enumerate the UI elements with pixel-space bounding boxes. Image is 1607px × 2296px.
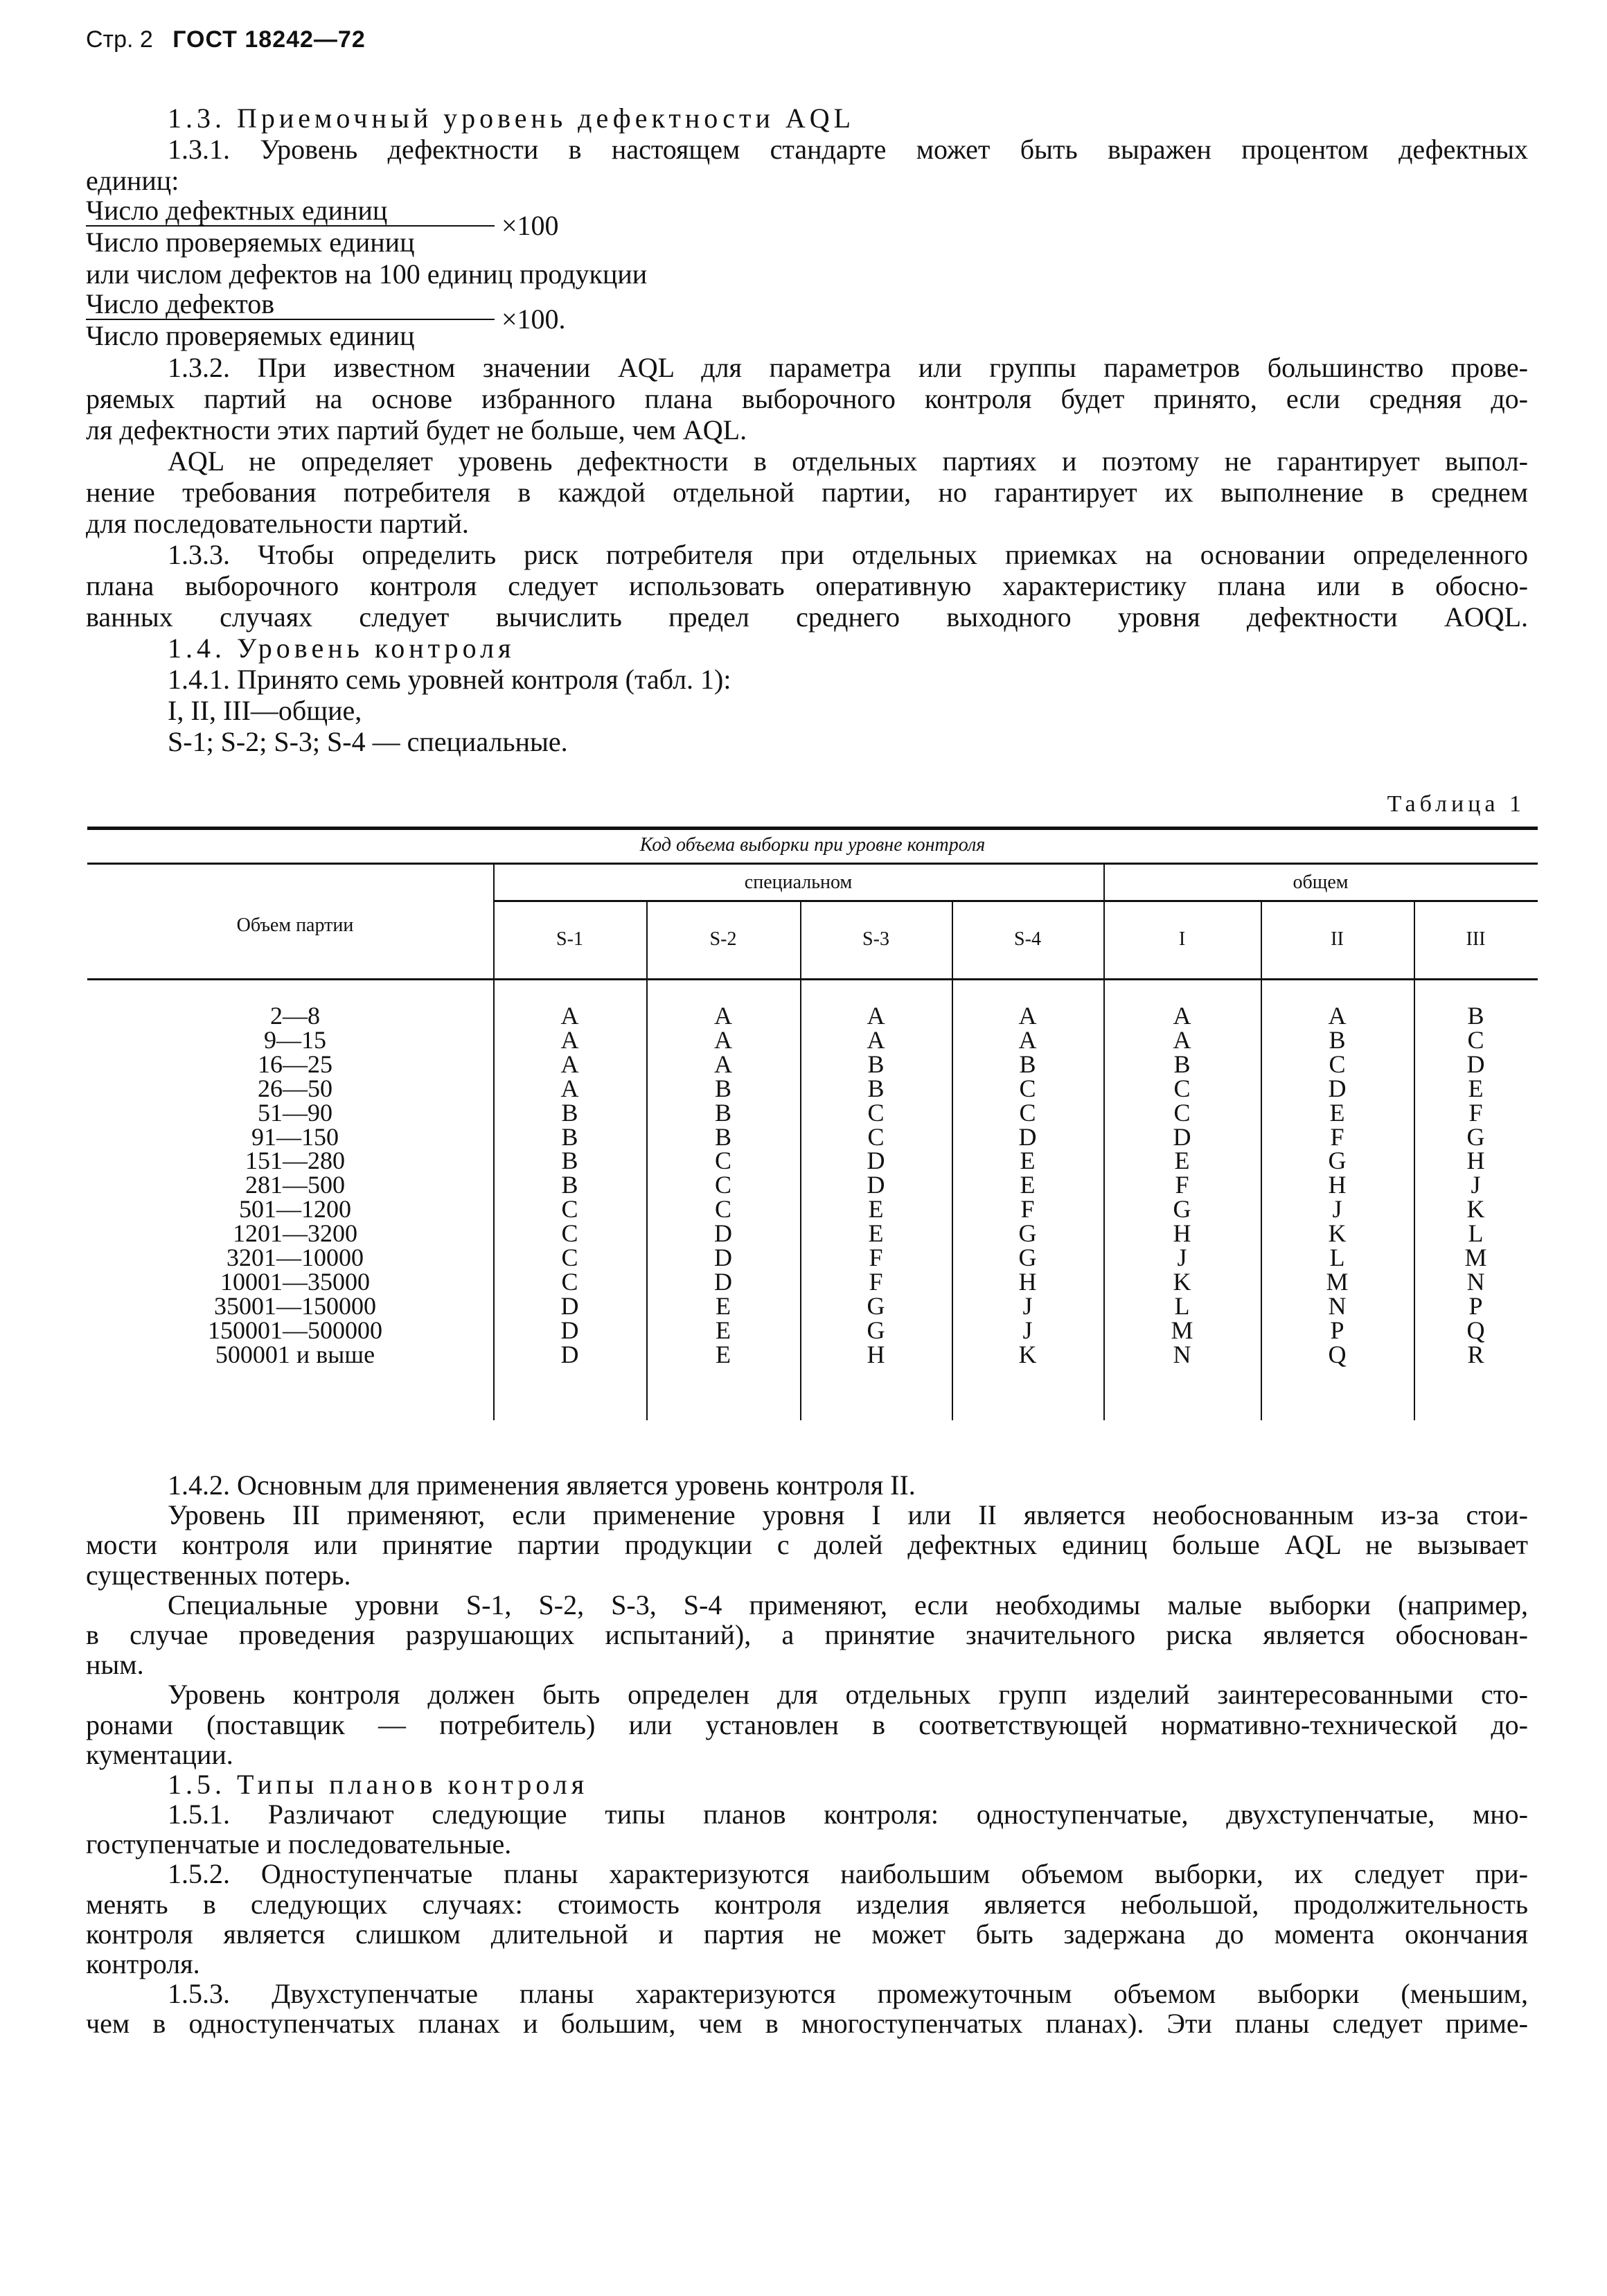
sample-code-cell: C bbox=[561, 1267, 578, 1296]
sample-code-cell: M bbox=[1464, 1244, 1487, 1271]
sample-code-cell: H bbox=[1018, 1267, 1037, 1296]
sample-code-cell: B bbox=[714, 1098, 731, 1127]
sample-code-cell: D bbox=[560, 1291, 579, 1320]
sample-code-cell: A bbox=[1173, 1025, 1191, 1054]
paragraph-line: менять в следующих случаях: стоимость контроля изделия является небольшой, продолжительность bbox=[86, 1888, 1528, 1920]
sample-code-cell: G bbox=[1173, 1195, 1191, 1224]
sample-code-cell: Q bbox=[1466, 1316, 1485, 1344]
paragraph-line: 1.4.1. Принято семь уровней контроля (табл. 1): bbox=[168, 664, 731, 695]
table-rule bbox=[87, 863, 1538, 865]
sample-code-cell: J bbox=[1022, 1316, 1033, 1344]
sample-code-cell: C bbox=[867, 1122, 885, 1151]
sample-code-cell: A bbox=[1018, 1025, 1037, 1054]
sample-code-cell: K bbox=[1328, 1219, 1347, 1248]
lot-size-cell: 1201—3200 bbox=[233, 1219, 357, 1248]
paragraph-line: единиц: bbox=[86, 165, 179, 196]
paragraph-line: в случае проведения разрушающих испытаний), а принятие значительного риска является обоснован- bbox=[86, 1618, 1528, 1650]
sample-code-cell: E bbox=[1020, 1147, 1036, 1175]
sample-code-cell: J bbox=[1022, 1291, 1033, 1320]
sample-code-cell: A bbox=[1018, 1002, 1037, 1030]
sample-code-cell: G bbox=[867, 1316, 885, 1344]
sample-code-cell: B bbox=[714, 1122, 731, 1151]
sample-code-cell: D bbox=[1173, 1122, 1191, 1151]
formula-denominator: Число проверяемых единиц bbox=[86, 227, 415, 258]
formula-defective-percent bbox=[86, 196, 1528, 258]
sample-code-cell: C bbox=[1329, 1050, 1346, 1078]
sample-code-cell: J bbox=[1177, 1244, 1187, 1271]
column-header: S-2 bbox=[709, 928, 737, 950]
sample-code-cell: F bbox=[1468, 1098, 1483, 1127]
sample-code-cell: G bbox=[1018, 1244, 1037, 1271]
sample-code-cell: K bbox=[1173, 1267, 1191, 1296]
sample-code-cell: B bbox=[561, 1122, 578, 1151]
lot-size-cell: 2—8 bbox=[270, 1002, 320, 1030]
sample-code-cell: B bbox=[1467, 1002, 1484, 1030]
sample-code-cell: H bbox=[867, 1340, 885, 1368]
paragraph-line: AQL не определяет уровень дефектности в отдельных партиях и поэтому не гарантирует выпол- bbox=[168, 445, 1528, 477]
paragraph-line: плана выборочного контроля следует использовать оперативную характеристику плана или в обосно- bbox=[86, 570, 1528, 601]
paragraph-line: ванных случаях следует вычислить предел среднего выходного уровня дефектности AOQL. bbox=[86, 601, 1528, 633]
table-group-header: Код объема выборки при уровне контроля bbox=[639, 834, 986, 856]
sample-code-cell: D bbox=[714, 1267, 732, 1296]
paragraph-line: 1.5.3. Двухступенчатые планы характеризуются промежуточным объемом выборки (меньшим, bbox=[168, 1978, 1528, 2010]
lot-size-cell: 35001—150000 bbox=[214, 1291, 376, 1320]
sample-code-cell: C bbox=[1019, 1098, 1036, 1127]
sample-code-cell: Q bbox=[1328, 1340, 1347, 1368]
lot-size-cell: 500001 и выше bbox=[215, 1340, 375, 1368]
sample-code-cell: E bbox=[1329, 1098, 1345, 1127]
sample-code-cell: E bbox=[1468, 1074, 1484, 1102]
sample-code-cell: D bbox=[867, 1171, 885, 1199]
sample-code-cell: E bbox=[716, 1291, 731, 1320]
sample-code-cell: B bbox=[867, 1074, 885, 1102]
formula-multiplier: ×100. bbox=[501, 303, 566, 335]
sample-code-cell: C bbox=[561, 1244, 578, 1271]
standard-number: ГОСТ 18242—72 bbox=[172, 26, 366, 53]
section-1-3-2-to-1-4-1 bbox=[86, 352, 1528, 757]
sample-code-cell: A bbox=[867, 1025, 885, 1054]
sample-code-cell: B bbox=[1019, 1050, 1036, 1078]
lot-size-cell: 16—25 bbox=[258, 1050, 332, 1078]
paragraph-line: ным. bbox=[86, 1649, 144, 1681]
sample-code-cell: D bbox=[1328, 1074, 1347, 1102]
paragraph-line: ля дефектности этих партий будет не больше, чем AQL. bbox=[86, 414, 747, 445]
sample-code-cell: F bbox=[869, 1244, 883, 1271]
paragraph-line: нение требования потребителя в каждой отдельной партии, но гарантирует их выполнение в среднем bbox=[86, 477, 1528, 508]
lot-size-cell: 26—50 bbox=[258, 1074, 332, 1102]
table-top-rule bbox=[87, 827, 1538, 830]
sections-1-4-2-to-1-5 bbox=[86, 1470, 1528, 2039]
sample-code-cell: D bbox=[1466, 1050, 1485, 1078]
sample-code-cell: F bbox=[869, 1267, 883, 1296]
sample-code-cell: A bbox=[560, 1025, 579, 1054]
sample-code-cell: B bbox=[561, 1147, 578, 1175]
sample-code-cell: A bbox=[1173, 1002, 1191, 1030]
sample-code-cell: H bbox=[1173, 1219, 1191, 1248]
sample-code-cell: P bbox=[1330, 1316, 1344, 1344]
sample-code-cell: E bbox=[868, 1219, 884, 1248]
sample-code-cell: F bbox=[1020, 1195, 1035, 1224]
sample-code-cell: A bbox=[714, 1002, 732, 1030]
sample-code-cell: C bbox=[561, 1195, 578, 1224]
lot-size-header: Объем партии bbox=[236, 915, 354, 936]
sample-code-cell: H bbox=[1466, 1147, 1485, 1175]
lot-size-cell: 10001—35000 bbox=[220, 1267, 370, 1296]
column-header: III bbox=[1466, 928, 1486, 950]
sample-code-cell: B bbox=[1329, 1025, 1346, 1054]
formula-defects-per-100 bbox=[86, 290, 1528, 352]
sample-code-cell: D bbox=[867, 1147, 885, 1175]
page-header bbox=[86, 26, 366, 53]
paragraph-line: контроля является слишком длительной и партия не может быть задержана до момента окончания bbox=[86, 1918, 1528, 1950]
lot-size-cell: 3201—10000 bbox=[227, 1244, 364, 1271]
sample-code-cell: G bbox=[1328, 1147, 1347, 1175]
sample-code-cell: C bbox=[1173, 1074, 1191, 1102]
sample-code-cell: A bbox=[560, 1074, 579, 1102]
lot-size-cell: 51—90 bbox=[258, 1098, 332, 1127]
column-header: S-3 bbox=[862, 928, 889, 950]
sample-code-cell: P bbox=[1468, 1291, 1483, 1320]
column-header: II bbox=[1331, 928, 1344, 950]
lot-size-cell: 150001—500000 bbox=[208, 1316, 382, 1344]
paragraph-line: 1.3.2. При известном значении AQL для параметра или группы параметров большинство прове- bbox=[168, 352, 1528, 383]
paragraph-line: ронами (поставщик — потребитель) или установлен в соответствующей нормативно-технической до- bbox=[86, 1708, 1528, 1740]
column-header: S-4 bbox=[1014, 928, 1041, 950]
sample-code-cell: C bbox=[714, 1171, 731, 1199]
paragraph-line: Специальные уровни S-1, S-2, S-3, S-4 применяют, если необходимы малые выборки (например, bbox=[168, 1589, 1528, 1621]
sample-code-cell: C bbox=[1019, 1074, 1036, 1102]
sample-code-cell: B bbox=[561, 1171, 578, 1199]
sample-code-cell: N bbox=[1173, 1340, 1191, 1368]
paragraph-line: 1.5.2. Одноступенчатые планы характеризуются наибольшим объемом выборки, их следует при- bbox=[168, 1858, 1528, 1890]
formula-numerator: Число дефектов bbox=[86, 290, 495, 320]
sample-code-cell: K bbox=[1466, 1195, 1485, 1224]
paragraph-line: S-1; S-2; S-3; S-4 — специальные. bbox=[168, 726, 568, 757]
lot-size-cell: 9—15 bbox=[264, 1025, 326, 1054]
lot-size-cell: 501—1200 bbox=[239, 1195, 351, 1224]
lot-size-cell: 151—280 bbox=[245, 1147, 345, 1175]
table-rule bbox=[493, 900, 1538, 902]
sample-code-cell: B bbox=[867, 1050, 885, 1078]
sample-code-cell: B bbox=[561, 1098, 578, 1127]
sample-code-cell: A bbox=[1328, 1002, 1347, 1030]
formula-numerator: Число дефектных единиц bbox=[86, 196, 495, 227]
sample-code-cell: R bbox=[1467, 1340, 1484, 1368]
sample-code-cell: M bbox=[1171, 1316, 1193, 1344]
heading-1-5: 1.5. Типы планов контроля bbox=[168, 1768, 589, 1800]
sample-code-cell: D bbox=[714, 1244, 732, 1271]
paragraph-line: существенных потерь. bbox=[86, 1559, 351, 1591]
heading-1-3: 1.3. Приемочный уровень дефектности AQL bbox=[168, 103, 855, 134]
sample-code-cell: D bbox=[560, 1316, 579, 1344]
special-levels-header: специальном bbox=[744, 872, 853, 893]
sample-code-cell: A bbox=[560, 1050, 579, 1078]
table-rule bbox=[87, 978, 1538, 980]
sample-code-cell: A bbox=[714, 1050, 732, 1078]
sample-code-cell: M bbox=[1326, 1267, 1349, 1296]
sample-code-cell: E bbox=[716, 1340, 731, 1368]
sample-code-cell: A bbox=[560, 1002, 579, 1030]
section-1-3 bbox=[86, 103, 1528, 757]
formula-denominator: Число проверяемых единиц bbox=[86, 320, 415, 351]
sample-code-cell: C bbox=[714, 1147, 731, 1175]
column-header: I bbox=[1178, 928, 1186, 950]
paragraph-line: Уровень контроля должен быть определен для отдельных групп изделий заинтересованными сто- bbox=[168, 1679, 1528, 1711]
paragraph-line: чем в одноступенчатых планах и большим, чем в многоступенчатых планах). Эти планы следует приме- bbox=[86, 2008, 1528, 2040]
sample-code-cell: B bbox=[714, 1074, 731, 1102]
sample-code-cell: L bbox=[1468, 1219, 1484, 1248]
sample-code-cell: E bbox=[1020, 1171, 1036, 1199]
sample-code-cell: C bbox=[561, 1219, 578, 1248]
paragraph-line: для последовательности партий. bbox=[86, 508, 469, 539]
paragraph-line: ряемых партий на основе избранного плана выборочного контроля будет принято, если средняя до- bbox=[86, 383, 1528, 414]
sample-code-cell: D bbox=[1018, 1122, 1037, 1151]
sample-code-cell: A bbox=[714, 1025, 732, 1054]
sample-code-cell: C bbox=[714, 1195, 731, 1224]
sample-code-cell: N bbox=[1466, 1267, 1485, 1296]
sample-code-cell: J bbox=[1471, 1171, 1481, 1199]
sample-code-cell: G bbox=[867, 1291, 885, 1320]
table-caption: Таблица 1 bbox=[1387, 791, 1525, 817]
sample-code-cell: G bbox=[1466, 1122, 1485, 1151]
paragraph-line: Уровень III применяют, если применение уровня I или II является необоснованным из-за стои- bbox=[168, 1499, 1528, 1531]
sample-code-cell: B bbox=[1173, 1050, 1191, 1078]
paragraph-line: кументации. bbox=[86, 1738, 233, 1770]
sample-code-cell: L bbox=[1174, 1291, 1190, 1320]
lot-size-cell: 281—500 bbox=[245, 1171, 345, 1199]
paragraph-line: 1.3.3. Чтобы определить риск потребителя при отдельных приемках на основании определенного bbox=[168, 539, 1528, 570]
paragraph-line: 1.3.1. Уровень дефектности в настоящем стандарте может быть выражен процентом дефектных bbox=[168, 134, 1528, 165]
paragraph-line: мости контроля или принятие партии продукции с долей дефектных единиц больше AQL не вызывает bbox=[86, 1529, 1528, 1561]
lot-size-cell: 91—150 bbox=[251, 1122, 339, 1151]
paragraph-line: I, II, III—общие, bbox=[168, 695, 362, 726]
sample-code-cell: E bbox=[1174, 1147, 1190, 1175]
sample-code-cell: A bbox=[867, 1002, 885, 1030]
paragraph-line: гоступенчатые и последовательные. bbox=[86, 1828, 512, 1860]
sample-code-cell: F bbox=[1175, 1171, 1189, 1199]
column-header: S-1 bbox=[556, 928, 583, 950]
general-levels-header: общем bbox=[1293, 872, 1349, 893]
paragraph-line: 1.4.2. Основным для применения является уровень контроля II. bbox=[168, 1469, 916, 1501]
paragraph-line: контроля. bbox=[86, 1948, 200, 1979]
sample-code-cell: L bbox=[1329, 1244, 1345, 1271]
sample-code-cell: N bbox=[1328, 1291, 1347, 1320]
sample-code-cell: C bbox=[1173, 1098, 1191, 1127]
paragraph-line: или числом дефектов на 100 единиц продукции bbox=[86, 258, 648, 290]
paragraph-line: 1.5.1. Различают следующие типы планов контроля: одноступенчатые, двухступенчатые, мно- bbox=[168, 1799, 1528, 1830]
page-number: Стр. 2 bbox=[86, 26, 153, 53]
sample-code-cell: D bbox=[714, 1219, 732, 1248]
sample-code-cell: F bbox=[1330, 1122, 1344, 1151]
sample-code-cell: G bbox=[1018, 1219, 1037, 1248]
sample-code-cell: E bbox=[868, 1195, 884, 1224]
formula-multiplier: ×100 bbox=[501, 210, 559, 241]
sample-code-cell: E bbox=[716, 1316, 731, 1344]
sample-code-cell: J bbox=[1332, 1195, 1342, 1224]
sample-code-cell: D bbox=[560, 1340, 579, 1368]
heading-1-4: 1.4. Уровень контроля bbox=[168, 633, 515, 664]
sample-code-cell: C bbox=[867, 1098, 885, 1127]
sample-code-cell: K bbox=[1018, 1340, 1037, 1368]
sample-code-cell: H bbox=[1328, 1171, 1347, 1199]
sample-code-cell: C bbox=[1467, 1025, 1484, 1054]
